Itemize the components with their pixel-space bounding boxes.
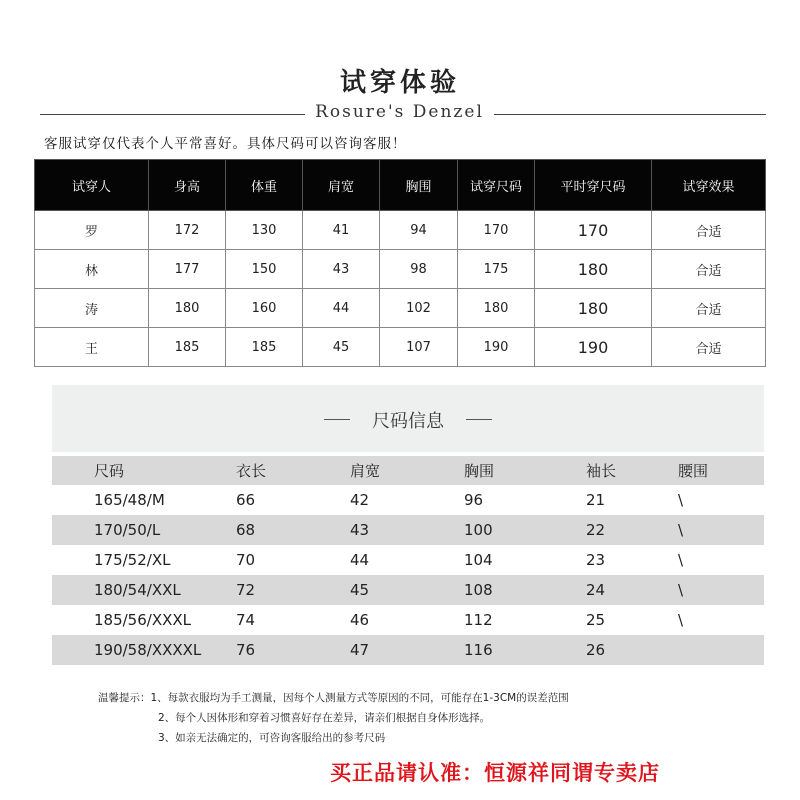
tryon-cell: 170 <box>535 211 652 250</box>
size-header-cell: 腰围 <box>644 456 764 485</box>
tryon-cell: 172 <box>149 211 226 250</box>
tryon-cell: 180 <box>149 289 226 328</box>
tryon-cell: 190 <box>535 328 652 367</box>
size-cell: 104 <box>420 545 532 575</box>
divider-line-right <box>494 114 766 115</box>
size-row <box>52 485 764 515</box>
tryon-cell: 185 <box>226 328 303 367</box>
tryon-header-cell: 试穿人 <box>35 160 149 211</box>
tryon-cell: 170 <box>458 211 535 250</box>
tryon-cell: 102 <box>380 289 458 328</box>
tryon-cell: 180 <box>535 250 652 289</box>
size-cell: 43 <box>308 515 420 545</box>
size-cell: 44 <box>308 545 420 575</box>
size-header-cell: 肩宽 <box>308 456 420 485</box>
size-cell: 21 <box>532 485 644 515</box>
size-row <box>52 575 764 605</box>
tryon-header-cell: 身高 <box>149 160 226 211</box>
size-cell: 72 <box>224 575 308 605</box>
size-header-cell: 尺码 <box>52 456 224 485</box>
size-cell: 25 <box>532 605 644 635</box>
tryon-cell: 180 <box>458 289 535 328</box>
page-title: 试穿体验 <box>339 68 460 98</box>
tryon-cell: 41 <box>303 211 380 250</box>
size-table <box>52 456 764 665</box>
tryon-cell: 130 <box>226 211 303 250</box>
size-cell: 175/52/XL <box>52 545 224 575</box>
size-cell: 42 <box>308 485 420 515</box>
size-row <box>52 635 764 665</box>
size-cell: 66 <box>224 485 308 515</box>
tryon-cell: 150 <box>226 250 303 289</box>
size-cell: \ <box>644 485 764 515</box>
tryon-cell: 涛 <box>35 289 149 328</box>
notice-text: 客服试穿仅代表个人平常喜好。具体尺码可以咨询客服！ <box>44 136 407 152</box>
size-header-cell: 胸围 <box>420 456 532 485</box>
tryon-table <box>34 159 766 367</box>
size-cell: 24 <box>532 575 644 605</box>
tryon-row <box>35 289 766 328</box>
size-cell: 45 <box>308 575 420 605</box>
size-cell: 76 <box>224 635 308 665</box>
size-header-cell: 袖长 <box>532 456 644 485</box>
size-cell: 22 <box>532 515 644 545</box>
tryon-header-cell: 平时穿尺码 <box>535 160 652 211</box>
size-cell: 170/50/L <box>52 515 224 545</box>
subtitle-row <box>0 100 800 130</box>
tryon-cell: 107 <box>380 328 458 367</box>
tryon-cell: 合适 <box>652 289 766 328</box>
size-cell: 190/58/XXXXL <box>52 635 224 665</box>
tryon-header-cell: 胸围 <box>380 160 458 211</box>
tryon-cell: 190 <box>458 328 535 367</box>
size-cell: \ <box>644 605 764 635</box>
tryon-header-cell: 试穿尺码 <box>458 160 535 211</box>
size-info-title: 尺码信息 <box>372 411 444 432</box>
tip-line: 3、如亲无法确定的，可咨询客服给出的参考尺码 <box>158 732 386 744</box>
size-cell <box>644 635 764 665</box>
tryon-cell: 180 <box>535 289 652 328</box>
size-row <box>52 515 764 545</box>
tryon-header-cell: 肩宽 <box>303 160 380 211</box>
brand-subtitle: Rosure's Denzel <box>315 102 484 122</box>
tryon-cell: 合适 <box>652 211 766 250</box>
tryon-cell: 合适 <box>652 250 766 289</box>
size-cell: \ <box>644 545 764 575</box>
size-cell: 70 <box>224 545 308 575</box>
size-cell: 185/56/XXXL <box>52 605 224 635</box>
size-cell: \ <box>644 575 764 605</box>
tip-line: 2、每个人因体形和穿着习惯喜好存在差异，请亲们根据自身体形选择。 <box>158 712 491 724</box>
tryon-cell: 45 <box>303 328 380 367</box>
tips-block <box>98 688 569 748</box>
size-cell: 112 <box>420 605 532 635</box>
size-cell: 26 <box>532 635 644 665</box>
size-header-cell: 衣长 <box>224 456 308 485</box>
size-cell: \ <box>644 515 764 545</box>
tryon-cell: 160 <box>226 289 303 328</box>
tryon-cell: 177 <box>149 250 226 289</box>
tryon-header-cell: 试穿效果 <box>652 160 766 211</box>
tryon-cell: 98 <box>380 250 458 289</box>
size-cell: 108 <box>420 575 532 605</box>
size-cell: 68 <box>224 515 308 545</box>
tryon-cell: 林 <box>35 250 149 289</box>
size-cell: 74 <box>224 605 308 635</box>
tryon-cell: 罗 <box>35 211 149 250</box>
tryon-header-cell: 体重 <box>226 160 303 211</box>
tryon-row <box>35 328 766 367</box>
size-cell: 47 <box>308 635 420 665</box>
tryon-cell: 44 <box>303 289 380 328</box>
tryon-cell: 王 <box>35 328 149 367</box>
tryon-cell: 43 <box>303 250 380 289</box>
size-cell: 23 <box>532 545 644 575</box>
size-cell: 46 <box>308 605 420 635</box>
tryon-header-row <box>35 160 766 211</box>
authentic-store-notice: 买正品请认准：恒源祥同谓专卖店 <box>330 761 660 785</box>
size-info-banner <box>52 385 764 452</box>
banner-dash-left <box>324 419 350 420</box>
size-cell: 100 <box>420 515 532 545</box>
divider-line-left <box>40 114 305 115</box>
size-cell: 180/54/XXL <box>52 575 224 605</box>
tryon-row <box>35 211 766 250</box>
tryon-cell: 94 <box>380 211 458 250</box>
tryon-cell: 175 <box>458 250 535 289</box>
tip-line: 温馨提示：1、每款衣服均为手工测量，因每个人测量方式等原因的不同，可能存在1-3CM的误差范围 <box>98 692 569 704</box>
size-header-row <box>52 456 764 485</box>
tryon-row <box>35 250 766 289</box>
banner-dash-right <box>466 419 492 420</box>
size-cell: 165/48/M <box>52 485 224 515</box>
tryon-cell: 185 <box>149 328 226 367</box>
size-cell: 116 <box>420 635 532 665</box>
tryon-cell: 合适 <box>652 328 766 367</box>
size-row <box>52 545 764 575</box>
size-row <box>52 605 764 635</box>
size-cell: 96 <box>420 485 532 515</box>
